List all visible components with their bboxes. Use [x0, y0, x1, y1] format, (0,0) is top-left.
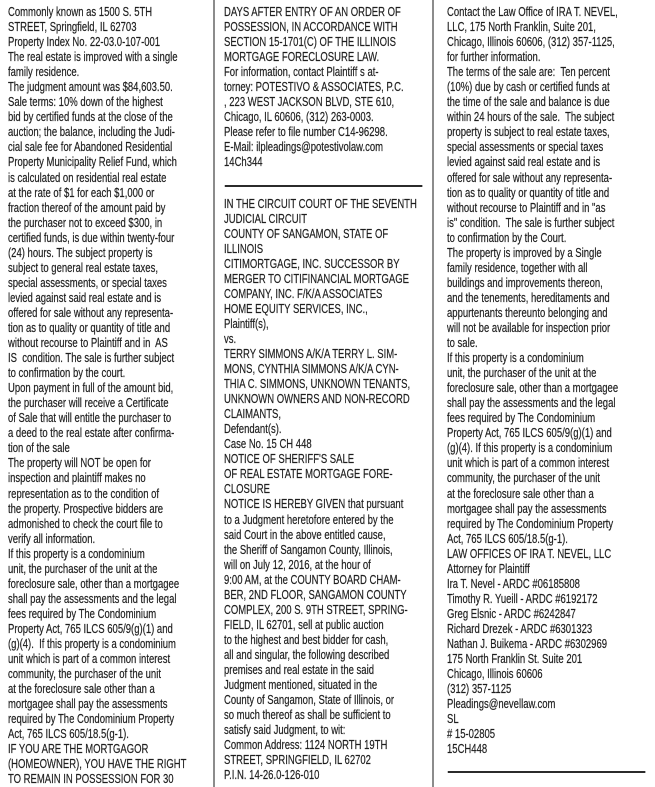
text-line: Act, 765 ILCS 605/18.5(g-1). [447, 531, 568, 546]
text-line: Property Index No. 22-03.0-107-001 [8, 35, 161, 50]
text-line: satisfy said Judgment, to wit: [224, 723, 346, 738]
text-line: SL [447, 712, 459, 727]
text-line: Defendant(s). [224, 422, 282, 437]
sheriffs-sale-notice-nevel-continuation [447, 5, 653, 757]
text-line: the purchaser not to exceed $300, in [8, 215, 163, 230]
text-line: unit, the purchaser of the unit at the [447, 366, 597, 381]
text-line: Chicago, Illinois 60606 [447, 667, 543, 682]
text-line: Chicago, IL 60606, (312) 263-0003. [224, 110, 374, 125]
text-line: unit which is part of a common interest [447, 456, 610, 471]
text-line: SECTION 15-1701(C) OF THE ILLINOIS [224, 35, 396, 50]
text-line: UNKNOWN OWNERS AND NON-RECORD [224, 392, 410, 407]
text-line: TERRY SIMMONS A/K/A TERRY L. SIM- [224, 346, 398, 361]
text-line: (HOMEOWNER), YOU HAVE THE RIGHT [8, 757, 187, 772]
text-line: a deed to the real estate after confirma- [8, 426, 175, 441]
text-line: community, the purchaser of the unit [8, 667, 161, 682]
foreclosure-notice-potestivo-continuation [8, 5, 211, 787]
text-line: Timothy R. Yueill - ARDC #6192172 [447, 591, 598, 606]
text-line: Nathan J. Buikema - ARDC #6302969 [447, 636, 608, 651]
text-line: mortgagee shall pay the assessments [8, 697, 168, 712]
text-line: Richard Drezek - ARDC #6301323 [447, 621, 593, 636]
text-line: DAYS AFTER ENTRY OF AN ORDER OF [224, 5, 401, 19]
notice-separator-rule [225, 185, 423, 187]
text-line: For information, contact Plaintiff s at- [224, 65, 379, 80]
text-line: fees required by The Condominium [447, 411, 596, 426]
text-line: The judgment amount was $84,603.50. [8, 80, 173, 95]
text-line: cial sale fee for Abandoned Residential [8, 140, 173, 155]
text-line: If this property is a condominium [447, 351, 584, 366]
text-line: IS condition. The sale is further subject [8, 351, 175, 366]
text-line: Case No. 15 CH 448 [224, 437, 312, 452]
text-line: BER, 2ND FLOOR, SANGAMON COUNTY [224, 587, 407, 602]
text-line: at the rate of $1 for each $1,000 or [8, 185, 155, 200]
text-line: at the foreclosure sale other than a [8, 682, 155, 697]
text-line: shall pay the assessments and the legal [8, 591, 177, 606]
text-line: the time of the sale and balance is due [447, 95, 610, 110]
text-line: verify all information. [8, 531, 96, 546]
text-line: CLAIMANTS, [224, 407, 282, 422]
text-line: CITIMORTGAGE, INC. SUCCESSOR BY [224, 256, 400, 271]
text-line: NOTICE IS HEREBY GIVEN that pursuant [224, 497, 404, 512]
text-line: ILLINOIS [224, 241, 264, 256]
text-line: foreclosure sale, other than a mortgagee [447, 381, 619, 396]
text-line: to confirmation by the court. [8, 366, 126, 381]
text-line: buildings and improvements thereon, [447, 275, 603, 290]
text-line: POSSESSION, IN ACCORDANCE WITH [224, 20, 398, 35]
text-line: , 223 WEST JACKSON BLVD, STE 610, [224, 95, 395, 110]
text-line: required by The Condominium Property [8, 712, 175, 727]
text-line: OF REAL ESTATE MORTGAGE FORE- [224, 467, 393, 482]
text-line: Upon payment in full of the amount bid, [8, 381, 174, 396]
text-line: Please refer to file number C14-96298. [224, 125, 388, 140]
text-line: P.I.N. 14-26.0-126-010 [224, 768, 320, 783]
text-line: unit which is part of a common interest [8, 652, 171, 667]
text-line: 15CH448 [447, 742, 488, 757]
text-line: COMPLEX, 200 S. 9TH STREET, SPRING- [224, 602, 408, 617]
text-line: TO REMAIN IN POSSESSION FOR 30 [8, 772, 174, 787]
text-line: Pleadings@nevellaw.com [447, 697, 556, 712]
text-line: certified funds, is due within twenty-four [8, 230, 175, 245]
text-line: to a Judgment heretofore entered by the [224, 512, 394, 527]
text-line: JUDICIAL CIRCUIT [224, 211, 308, 226]
text-line: COUNTY OF SANGAMON, STATE OF [224, 226, 389, 241]
text-line: said Court in the above entitled cause, [224, 527, 386, 542]
text-line: (312) 357-1125 [447, 682, 512, 697]
text-line: (g)(4). If this property is a condominium [447, 441, 613, 456]
text-line: special assessments or special taxes [447, 140, 604, 155]
text-line: CLOSURE [224, 482, 270, 497]
text-line: is" condition. The sale is further subject [447, 215, 615, 230]
text-line: required by The Condominium Property [447, 516, 614, 531]
notice-column-1 [0, 0, 213, 787]
text-line: to sale. [447, 336, 478, 351]
text-line: The property is improved by a Single [447, 245, 602, 260]
text-line: unit, the purchaser of the unit at the [8, 561, 158, 576]
text-line: Plaintiff(s), [224, 316, 269, 331]
text-line: torney: POTESTIVO & ASSOCIATES, P.C. [224, 80, 404, 95]
text-line: # 15-02805 [447, 727, 496, 742]
text-line: (g)(4). If this property is a condominium [8, 636, 176, 651]
text-line: offered for sale without any representa- [447, 170, 613, 185]
text-line: mortgagee shall pay the assessments [447, 501, 607, 516]
text-line: and the tenements, hereditaments and [447, 290, 610, 305]
text-line: E-Mail: ilpleadings@potestivolaw.com [224, 140, 384, 155]
text-line: 9:00 AM, at the COUNTY BOARD CHAM- [224, 572, 401, 587]
text-line: HOME EQUITY SERVICES, INC., [224, 301, 368, 316]
text-line: MORTGAGE FORECLOSURE LAW. [224, 50, 380, 65]
text-line: inspection and plaintiff makes no [8, 471, 146, 486]
text-line: without recourse to Plaintiff and in "as [447, 200, 606, 215]
text-line: LLC, 175 North Franklin, Suite 201, [447, 20, 596, 35]
text-line: representation as to the condition of [8, 486, 160, 501]
text-line: special assessments, or special taxes [8, 275, 167, 290]
text-line: fraction thereof of the amount paid by [8, 200, 166, 215]
text-line: family residence. [8, 65, 80, 80]
text-line: levied against said real estate and is [447, 155, 601, 170]
text-line: shall pay the assessments and the legal [447, 396, 616, 411]
text-line: foreclosure sale, other than a mortgagee [8, 576, 180, 591]
text-line: Common Address: 1124 NORTH 19TH [224, 738, 388, 753]
text-line: subject to general real estate taxes, [8, 260, 158, 275]
text-line: property is subject to real estate taxes, [447, 125, 610, 140]
foreclosure-notice-potestivo-end [224, 5, 430, 171]
text-line: THIA C. SIMMONS, UNKNOWN TENANTS, [224, 377, 411, 392]
text-line: Chicago, Illinois 60606, (312) 357-1125, [447, 35, 615, 50]
text-line: County of Sangamon, State of Illinois, or [224, 693, 395, 708]
text-line: IF YOU ARE THE MORTGAGOR [8, 742, 149, 757]
text-line: Contact the Law Office of IRA T. NEVEL, [447, 5, 618, 19]
text-line: Sale terms: 10% down of the highest [8, 95, 163, 110]
text-line: Judgment mentioned, situated in the [224, 678, 378, 693]
text-line: levied against said real estate and is [8, 290, 162, 305]
text-line: Property Municipality Relief Fund, which [8, 155, 177, 170]
column-1-text [8, 5, 211, 787]
sheriffs-sale-notice-citimortgage-v-simmons [224, 197, 430, 784]
text-line: without recourse to Plaintiff and in AS [8, 336, 168, 351]
text-line: Greg Elsnic - ARDC #6242847 [447, 606, 576, 621]
text-line: the property. Prospective bidders are [8, 501, 164, 516]
notice-separator-rule [448, 771, 646, 773]
text-line: so much thereof as shall be sufficient to [224, 708, 391, 723]
text-line: will not be available for inspection prior [447, 320, 611, 335]
text-line: at the foreclosure sale other than a [447, 486, 594, 501]
text-line: Act, 765 ILCS 605/18.5(g-1). [8, 727, 129, 742]
text-line: admonished to check the court file to [8, 516, 163, 531]
text-line: community, the purchaser of the unit [447, 471, 600, 486]
text-line: NOTICE OF SHERIFF'S SALE [224, 452, 355, 467]
text-line: tion as to quality or quantity of title and [8, 320, 171, 335]
text-line: of Sale that will entitle the purchaser to [8, 411, 172, 426]
text-line: offered for sale without any representa- [8, 305, 174, 320]
text-line: IN THE CIRCUIT COURT OF THE SEVENTH [224, 196, 417, 211]
text-line: the purchaser will receive a Certificate [8, 396, 169, 411]
text-line: If this property is a condominium [8, 546, 145, 561]
text-line: FIELD, IL 62701, sell at public auction [224, 617, 384, 632]
text-line: Attorney for Plaintiff [447, 561, 530, 576]
text-line: The property will NOT be open for [8, 456, 151, 471]
text-line: MONS, CYNTHIA SIMMONS A/K/A CYN- [224, 362, 399, 377]
text-line: for further information. [447, 50, 541, 65]
text-line: will on July 12, 2016, at the hour of [224, 557, 371, 572]
text-line: COMPANY, INC. F/K/A ASSOCIATES [224, 286, 383, 301]
text-line: 175 North Franklin St. Suite 201 [447, 652, 583, 667]
text-line: STREET, SPRINGFIELD, IL 62702 [224, 753, 371, 768]
text-line: vs. [224, 331, 237, 346]
text-line: Ira T. Nevel - ARDC #06185808 [447, 576, 580, 591]
text-line: (24) hours. The subject property is [8, 245, 153, 260]
column-2-text [224, 5, 430, 783]
column-3-text [447, 5, 653, 773]
text-line: to confirmation by the Court. [447, 230, 567, 245]
text-line: to the highest and best bidder for cash, [224, 632, 389, 647]
text-line: The real estate is improved with a single [8, 50, 178, 65]
text-line: Commonly known as 1500 S. 5TH [8, 5, 153, 19]
text-line: Property Act, 765 ILCS 605/9(g)(1) and [8, 621, 173, 636]
text-line: The terms of the sale are: Ten percent [447, 65, 610, 80]
text-line: tion of the sale [8, 441, 70, 456]
text-line: auction; the balance, including the Judi- [8, 125, 175, 140]
text-line: is calculated on residential real estate [8, 170, 167, 185]
notice-column-3 [434, 0, 655, 787]
text-line: all and singular, the following described [224, 647, 390, 662]
text-line: Property Act, 765 ILCS 605/9(g)(1) and [447, 426, 612, 441]
text-line: premises and real estate in the said [224, 662, 374, 677]
text-line: fees required by The Condominium [8, 606, 157, 621]
text-line: STREET, Springfield, IL 62703 [8, 20, 137, 35]
text-line: (10%) due by cash or certified funds at [447, 80, 610, 95]
text-line: bid by certified funds at the close of the [8, 110, 173, 125]
text-line: the Sheriff of Sangamon County, Illinois, [224, 542, 393, 557]
text-line: 14Ch344 [224, 155, 263, 170]
text-line: family residence, together with all [447, 260, 588, 275]
text-line: MERGER TO CITIFINANCIAL MORTGAGE [224, 271, 409, 286]
text-line: tion as to quality or quantity of title and [447, 185, 610, 200]
text-line: appurtenants thereunto belonging and [447, 305, 608, 320]
notice-column-2 [215, 0, 432, 787]
text-line: LAW OFFICES OF IRA T. NEVEL, LLC [447, 546, 612, 561]
text-line: within 24 hours of the sale. The subject [447, 110, 615, 125]
